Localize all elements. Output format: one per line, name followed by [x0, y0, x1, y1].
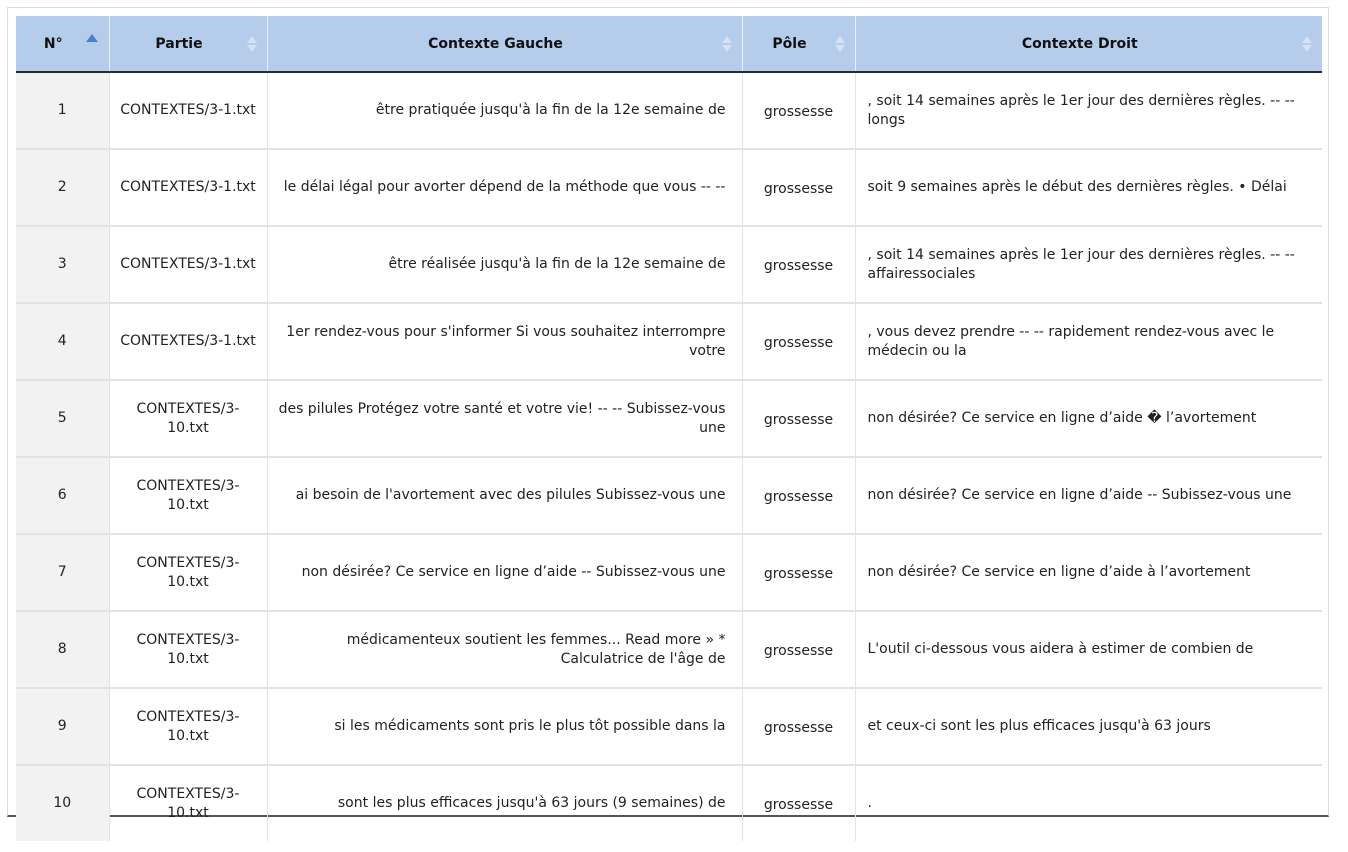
- cell-pole: grossesse: [742, 72, 855, 149]
- table-row: [16, 457, 1322, 534]
- cell-partie: CONTEXTES/3-10.txt: [109, 534, 267, 611]
- cell-pole: grossesse: [742, 534, 855, 611]
- cell-pole: grossesse: [742, 611, 855, 688]
- cell-partie: CONTEXTES/3-1.txt: [109, 303, 267, 380]
- row-number: 10: [16, 765, 109, 841]
- table-row: [16, 380, 1322, 457]
- concordance-panel: [7, 7, 1329, 821]
- cell-contexte-gauche: des pilules Protégez votre santé et votre vie! -- -- Subissez-vous une: [267, 380, 742, 457]
- cell-contexte-droit: soit 9 semaines après le début des dernières règles. • Délai: [855, 149, 1322, 226]
- cell-pole: grossesse: [742, 688, 855, 765]
- cell-pole: grossesse: [742, 380, 855, 457]
- table-row: [16, 149, 1322, 226]
- row-number: 3: [16, 226, 109, 303]
- column-header-pole[interactable]: [742, 16, 855, 72]
- table-row: [16, 226, 1322, 303]
- column-header-pole-label: Pôle: [772, 35, 807, 52]
- sort-icon[interactable]: [835, 34, 845, 54]
- sort-icon[interactable]: [247, 34, 257, 54]
- row-number: 1: [16, 72, 109, 149]
- concordance-table: [16, 16, 1322, 841]
- cell-contexte-gauche: être réalisée jusqu'à la fin de la 12e semaine de: [267, 226, 742, 303]
- row-number: 4: [16, 303, 109, 380]
- table-row: [16, 611, 1322, 688]
- table-row: [16, 534, 1322, 611]
- cell-partie: CONTEXTES/3-10.txt: [109, 457, 267, 534]
- cell-contexte-droit: , soit 14 semaines après le 1er jour des dernières règles. -- -- longs: [855, 72, 1322, 149]
- cell-contexte-gauche: 1er rendez-vous pour s'informer Si vous souhaitez interrompre votre: [267, 303, 742, 380]
- cell-pole: grossesse: [742, 765, 855, 841]
- column-header-contexte-gauche[interactable]: [267, 16, 742, 72]
- cell-pole: grossesse: [742, 149, 855, 226]
- cell-contexte-gauche: non désirée? Ce service en ligne d’aide -- Subissez-vous une: [267, 534, 742, 611]
- cell-partie: CONTEXTES/3-10.txt: [109, 380, 267, 457]
- sort-icon[interactable]: [1302, 34, 1312, 54]
- cell-contexte-gauche: sont les plus efficaces jusqu'à 63 jours (9 semaines) de: [267, 765, 742, 841]
- cell-contexte-gauche: le délai légal pour avorter dépend de la méthode que vous -- --: [267, 149, 742, 226]
- cell-contexte-droit: non désirée? Ce service en ligne d’aide -- Subissez-vous une: [855, 457, 1322, 534]
- table-row: [16, 72, 1322, 149]
- cell-pole: grossesse: [742, 457, 855, 534]
- cell-contexte-gauche: ai besoin de l'avortement avec des pilules Subissez-vous une: [267, 457, 742, 534]
- cell-contexte-droit: .: [867, 795, 872, 811]
- cell-contexte-gauche: être pratiquée jusqu'à la fin de la 12e semaine de: [267, 72, 742, 149]
- table-body: [16, 72, 1322, 841]
- column-header-partie[interactable]: [109, 16, 267, 72]
- cell-partie: CONTEXTES/3-1.txt: [109, 149, 267, 226]
- cell-pole: grossesse: [742, 303, 855, 380]
- row-number: 7: [16, 534, 109, 611]
- column-header-partie-label: Partie: [155, 35, 203, 52]
- cell-contexte-gauche: si les médicaments sont pris le plus tôt possible dans la: [267, 688, 742, 765]
- row-number: 8: [16, 611, 109, 688]
- cell-partie: CONTEXTES/3-1.txt: [109, 72, 267, 149]
- cell-pole: grossesse: [742, 226, 855, 303]
- row-number: 2: [16, 149, 109, 226]
- sort-ascending-icon[interactable]: [86, 34, 98, 42]
- column-header-contexte-droit[interactable]: [855, 16, 1322, 72]
- table-row: [16, 765, 1322, 841]
- row-number: 5: [16, 380, 109, 457]
- cell-contexte-droit: et ceux-ci sont les plus efficaces jusqu'à 63 jours: [855, 688, 1322, 765]
- row-number: 6: [16, 457, 109, 534]
- header-row: [16, 16, 1322, 72]
- sort-icon[interactable]: [722, 34, 732, 54]
- column-header-num-label: N°: [43, 35, 63, 52]
- table-row: [16, 303, 1322, 380]
- cell-contexte-droit: non désirée? Ce service en ligne d’aide � l’avortement: [855, 380, 1322, 457]
- cell-partie: CONTEXTES/3-10.txt: [109, 611, 267, 688]
- column-header-num[interactable]: [16, 16, 109, 72]
- cell-contexte-droit: , vous devez prendre -- -- rapidement rendez-vous avec le médecin ou la: [855, 303, 1322, 380]
- table-header: [16, 16, 1322, 72]
- cell-partie: CONTEXTES/3-10.txt: [109, 688, 267, 765]
- cell-contexte-gauche: médicamenteux soutient les femmes... Read more » * Calculatrice de l'âge de: [267, 611, 742, 688]
- table-row: [16, 688, 1322, 765]
- cell-partie: CONTEXTES/3-1.txt: [109, 226, 267, 303]
- row-number: 9: [16, 688, 109, 765]
- column-header-contexte-droit-label: Contexte Droit: [1021, 35, 1138, 52]
- cell-partie: CONTEXTES/3-10.txt: [109, 765, 267, 841]
- column-header-contexte-gauche-label: Contexte Gauche: [428, 35, 563, 52]
- cell-contexte-droit: non désirée? Ce service en ligne d’aide à l’avortement: [855, 534, 1322, 611]
- cell-contexte-droit: , soit 14 semaines après le 1er jour des dernières règles. -- -- affairessociales: [855, 226, 1322, 303]
- cell-contexte-droit: L'outil ci-dessous vous aidera à estimer de combien de: [855, 611, 1322, 688]
